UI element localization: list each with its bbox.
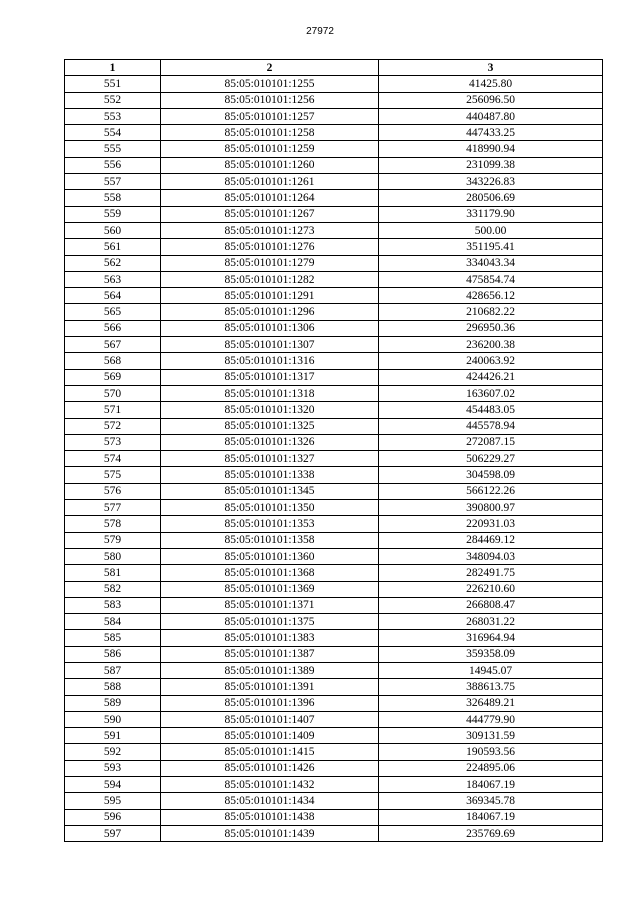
table-row [65,597,603,613]
row-number-cell: 596 [65,809,161,825]
header-row [65,60,603,76]
table-header [65,60,603,76]
value-cell: 226210.60 [379,581,603,597]
value-cell: 506229.27 [379,451,603,467]
row-number-cell: 568 [65,353,161,369]
cadastral-number-cell: 85:05:010101:1426 [161,760,379,776]
table-row [65,271,603,287]
row-number-cell: 552 [65,92,161,108]
table-row [65,500,603,516]
value-cell: 266808.47 [379,597,603,613]
value-cell: 454483.05 [379,402,603,418]
cadastral-number-cell: 85:05:010101:1391 [161,679,379,695]
row-number-cell: 594 [65,777,161,793]
cadastral-number-cell: 85:05:010101:1276 [161,239,379,255]
row-number-cell: 586 [65,646,161,662]
table-row [65,467,603,483]
cadastral-number-cell: 85:05:010101:1306 [161,320,379,336]
page-number: 27972 [306,26,334,37]
row-number-cell: 567 [65,337,161,353]
table-row [65,174,603,190]
column-header-2: 2 [161,60,379,76]
table-row [65,483,603,499]
table-row [65,353,603,369]
value-cell: 388613.75 [379,679,603,695]
cadastral-number-cell: 85:05:010101:1396 [161,695,379,711]
value-cell: 210682.22 [379,304,603,320]
value-cell: 272087.15 [379,434,603,450]
value-cell: 475854.74 [379,271,603,287]
row-number-cell: 589 [65,695,161,711]
value-cell: 190593.56 [379,744,603,760]
value-cell: 445578.94 [379,418,603,434]
row-number-cell: 570 [65,385,161,401]
row-number-cell: 581 [65,565,161,581]
cadastral-number-cell: 85:05:010101:1432 [161,777,379,793]
value-cell: 256096.50 [379,92,603,108]
cadastral-number-cell: 85:05:010101:1409 [161,728,379,744]
cadastral-number-cell: 85:05:010101:1345 [161,483,379,499]
row-number-cell: 572 [65,418,161,434]
table-row [65,222,603,238]
cadastral-number-cell: 85:05:010101:1261 [161,174,379,190]
value-cell: 418990.94 [379,141,603,157]
row-number-cell: 562 [65,255,161,271]
row-number-cell: 577 [65,500,161,516]
row-number-cell: 555 [65,141,161,157]
value-cell: 369345.78 [379,793,603,809]
value-cell: 296950.36 [379,320,603,336]
table-row [65,793,603,809]
value-cell: 309131.59 [379,728,603,744]
value-cell: 444779.90 [379,711,603,727]
cadastral-number-cell: 85:05:010101:1439 [161,825,379,841]
cadastral-number-cell: 85:05:010101:1291 [161,288,379,304]
value-cell: 424426.21 [379,369,603,385]
table-row [65,76,603,92]
value-cell: 500.00 [379,222,603,238]
table-row [65,516,603,532]
value-cell: 447433.25 [379,125,603,141]
row-number-cell: 561 [65,239,161,255]
table-row [65,711,603,727]
table-row [65,451,603,467]
table-row [65,777,603,793]
row-number-cell: 556 [65,157,161,173]
table-row [65,402,603,418]
value-cell: 14945.07 [379,662,603,678]
row-number-cell: 569 [65,369,161,385]
column-header-1: 1 [65,60,161,76]
row-number-cell: 582 [65,581,161,597]
table-row [65,304,603,320]
cadastral-number-cell: 85:05:010101:1360 [161,548,379,564]
cadastral-number-cell: 85:05:010101:1259 [161,141,379,157]
value-cell: 304598.09 [379,467,603,483]
cadastral-number-cell: 85:05:010101:1387 [161,646,379,662]
table-row [65,646,603,662]
cadastral-number-cell: 85:05:010101:1371 [161,597,379,613]
value-cell: 224895.06 [379,760,603,776]
row-number-cell: 553 [65,108,161,124]
cadastral-number-cell: 85:05:010101:1279 [161,255,379,271]
cadastral-number-cell: 85:05:010101:1255 [161,76,379,92]
cadastral-number-cell: 85:05:010101:1307 [161,337,379,353]
value-cell: 231099.38 [379,157,603,173]
table-row [65,809,603,825]
value-cell: 331179.90 [379,206,603,222]
row-number-cell: 576 [65,483,161,499]
row-number-cell: 591 [65,728,161,744]
cadastral-number-cell: 85:05:010101:1415 [161,744,379,760]
table-row [65,630,603,646]
value-cell: 390800.97 [379,500,603,516]
row-number-cell: 557 [65,174,161,190]
row-number-cell: 563 [65,271,161,287]
table-row [65,418,603,434]
row-number-cell: 579 [65,532,161,548]
cadastral-number-cell: 85:05:010101:1350 [161,500,379,516]
table-row [65,744,603,760]
cadastral-number-cell: 85:05:010101:1353 [161,516,379,532]
value-cell: 280506.69 [379,190,603,206]
row-number-cell: 571 [65,402,161,418]
table-row [65,337,603,353]
table-row [65,565,603,581]
table-row [65,728,603,744]
row-number-cell: 595 [65,793,161,809]
row-number-cell: 554 [65,125,161,141]
cadastral-number-cell: 85:05:010101:1318 [161,385,379,401]
row-number-cell: 597 [65,825,161,841]
row-number-cell: 588 [65,679,161,695]
cadastral-number-cell: 85:05:010101:1389 [161,662,379,678]
table-row [65,157,603,173]
value-cell: 566122.26 [379,483,603,499]
row-number-cell: 583 [65,597,161,613]
cadastral-number-cell: 85:05:010101:1326 [161,434,379,450]
row-number-cell: 574 [65,451,161,467]
row-number-cell: 573 [65,434,161,450]
table-body [65,76,603,842]
value-cell: 284469.12 [379,532,603,548]
table-row [65,679,603,695]
value-cell: 440487.80 [379,108,603,124]
table-row [65,320,603,336]
row-number-cell: 551 [65,76,161,92]
table-row [65,532,603,548]
cadastral-number-cell: 85:05:010101:1316 [161,353,379,369]
value-cell: 41425.80 [379,76,603,92]
table-row [65,239,603,255]
cadastral-number-cell: 85:05:010101:1273 [161,222,379,238]
cadastral-number-cell: 85:05:010101:1327 [161,451,379,467]
row-number-cell: 560 [65,222,161,238]
table-row [65,662,603,678]
value-cell: 184067.19 [379,809,603,825]
value-cell: 351195.41 [379,239,603,255]
row-number-cell: 590 [65,711,161,727]
cadastral-number-cell: 85:05:010101:1264 [161,190,379,206]
cadastral-number-cell: 85:05:010101:1260 [161,157,379,173]
row-number-cell: 593 [65,760,161,776]
table-row [65,288,603,304]
cadastral-number-cell: 85:05:010101:1438 [161,809,379,825]
cadastral-number-cell: 85:05:010101:1258 [161,125,379,141]
table-row [65,581,603,597]
table-row [65,190,603,206]
value-cell: 326489.21 [379,695,603,711]
row-number-cell: 575 [65,467,161,483]
value-cell: 268031.22 [379,614,603,630]
table-row [65,206,603,222]
cadastral-number-cell: 85:05:010101:1407 [161,711,379,727]
cadastral-number-cell: 85:05:010101:1358 [161,532,379,548]
value-cell: 240063.92 [379,353,603,369]
value-cell: 428656.12 [379,288,603,304]
cadastral-number-cell: 85:05:010101:1338 [161,467,379,483]
cadastral-number-cell: 85:05:010101:1369 [161,581,379,597]
value-cell: 316964.94 [379,630,603,646]
cadastral-number-cell: 85:05:010101:1434 [161,793,379,809]
table-row [65,825,603,841]
row-number-cell: 558 [65,190,161,206]
cadastral-number-cell: 85:05:010101:1267 [161,206,379,222]
row-number-cell: 578 [65,516,161,532]
table-row [65,760,603,776]
row-number-cell: 592 [65,744,161,760]
table-row [65,434,603,450]
cadastral-number-cell: 85:05:010101:1368 [161,565,379,581]
table-row [65,92,603,108]
table-row [65,125,603,141]
value-cell: 343226.83 [379,174,603,190]
table-row [65,385,603,401]
value-cell: 235769.69 [379,825,603,841]
value-cell: 184067.19 [379,777,603,793]
column-header-3: 3 [379,60,603,76]
table-row [65,548,603,564]
table-row [65,695,603,711]
cadastral-number-cell: 85:05:010101:1383 [161,630,379,646]
value-cell: 359358.09 [379,646,603,662]
cadastral-number-cell: 85:05:010101:1296 [161,304,379,320]
cadastral-number-cell: 85:05:010101:1325 [161,418,379,434]
row-number-cell: 585 [65,630,161,646]
table-row [65,255,603,271]
data-table [64,59,603,842]
value-cell: 163607.02 [379,385,603,401]
row-number-cell: 584 [65,614,161,630]
value-cell: 236200.38 [379,337,603,353]
row-number-cell: 564 [65,288,161,304]
row-number-cell: 587 [65,662,161,678]
cadastral-number-cell: 85:05:010101:1257 [161,108,379,124]
cadastral-number-cell: 85:05:010101:1320 [161,402,379,418]
value-cell: 348094.03 [379,548,603,564]
table-row [65,108,603,124]
value-cell: 334043.34 [379,255,603,271]
cadastral-number-cell: 85:05:010101:1282 [161,271,379,287]
cadastral-number-cell: 85:05:010101:1317 [161,369,379,385]
row-number-cell: 565 [65,304,161,320]
row-number-cell: 580 [65,548,161,564]
row-number-cell: 566 [65,320,161,336]
cadastral-number-cell: 85:05:010101:1256 [161,92,379,108]
cadastral-number-cell: 85:05:010101:1375 [161,614,379,630]
row-number-cell: 559 [65,206,161,222]
value-cell: 282491.75 [379,565,603,581]
table-row [65,369,603,385]
value-cell: 220931.03 [379,516,603,532]
table-row [65,141,603,157]
table-row [65,614,603,630]
